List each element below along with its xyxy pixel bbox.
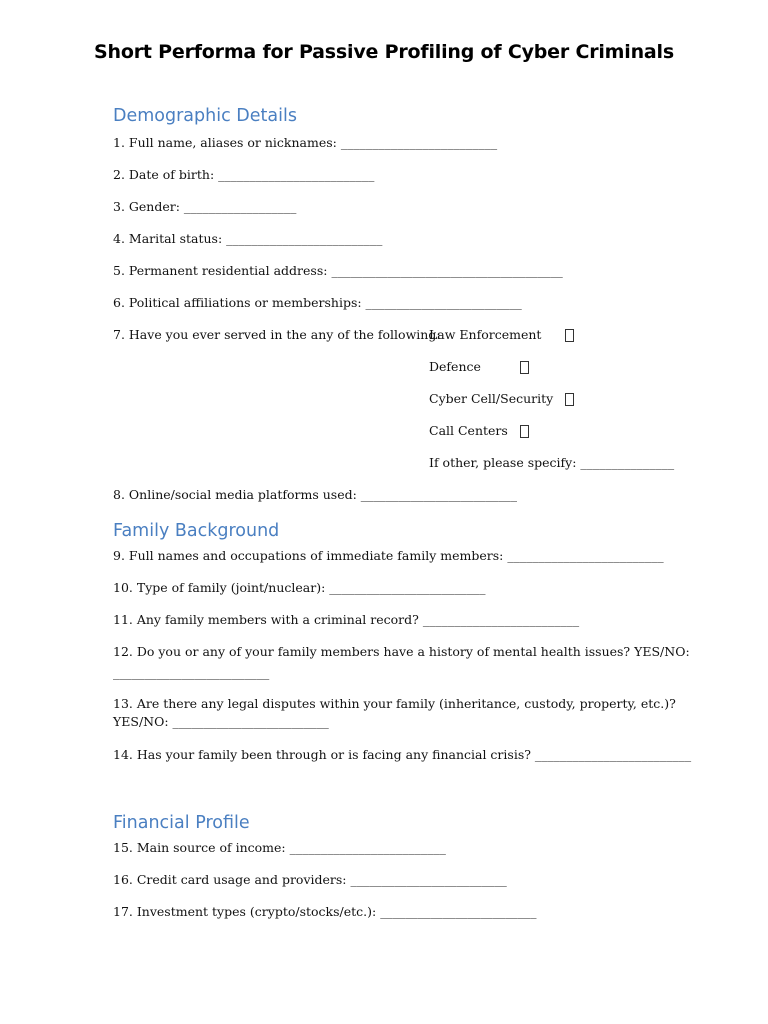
- question-family-type: 10. Type of family (joint/nuclear): _________________________: [113, 580, 486, 595]
- checkbox-law-enforcement[interactable]: [565, 329, 574, 342]
- question-credit-card: 16. Credit card usage and providers: _________________________: [113, 872, 507, 887]
- question-gender: 3. Gender: __________________: [113, 199, 297, 214]
- document-title: Short Performa for Passive Profiling of Cyber Criminals: [94, 41, 674, 63]
- option-law-enforcement: Law Enforcement: [429, 327, 542, 342]
- section-heading-demographic: Demographic Details: [113, 106, 297, 126]
- question-family-members: 9. Full names and occupations of immediate family members: _________________________: [113, 548, 664, 563]
- option-call-centers: Call Centers: [429, 423, 508, 438]
- question-served: 7. Have you ever served in the any of the following:: [113, 327, 441, 342]
- question-marital-status: 4. Marital status: _________________________: [113, 231, 383, 246]
- checkbox-defence[interactable]: [520, 361, 529, 374]
- question-mental-health-blank: _________________________: [113, 665, 270, 680]
- section-heading-financial: Financial Profile: [113, 813, 250, 833]
- question-social-media: 8. Online/social media platforms used: _________________________: [113, 487, 518, 502]
- question-financial-crisis: 14. Has your family been through or is facing any financial crisis? _________________________: [113, 747, 692, 762]
- checkbox-call-centers[interactable]: [520, 425, 529, 438]
- question-address: 5. Permanent residential address: _____________________________________: [113, 263, 563, 278]
- question-legal-disputes: 13. Are there any legal disputes within your family (inheritance, custody, property, etc.)?: [113, 696, 676, 711]
- question-income: 15. Main source of income: _________________________: [113, 840, 446, 855]
- question-full-name: 1. Full name, aliases or nicknames: _________________________: [113, 135, 498, 150]
- question-date-of-birth: 2. Date of birth: _________________________: [113, 167, 375, 182]
- question-investments: 17. Investment types (crypto/stocks/etc.): _________________________: [113, 904, 537, 919]
- question-political-affiliations: 6. Political affiliations or memberships: _________________________: [113, 295, 522, 310]
- checkbox-cyber-cell-security[interactable]: [565, 393, 574, 406]
- option-cyber-cell-security: Cyber Cell/Security: [429, 391, 554, 406]
- question-legal-disputes-answer: YES/NO: _________________________: [113, 714, 329, 729]
- question-mental-health: 12. Do you or any of your family members have a history of mental health issues? YES/NO:: [113, 644, 690, 659]
- option-other-specify: If other, please specify: _______________: [429, 455, 675, 470]
- question-criminal-record: 11. Any family members with a criminal record? _________________________: [113, 612, 580, 627]
- option-defence: Defence: [429, 359, 481, 374]
- section-heading-family: Family Background: [113, 521, 280, 541]
